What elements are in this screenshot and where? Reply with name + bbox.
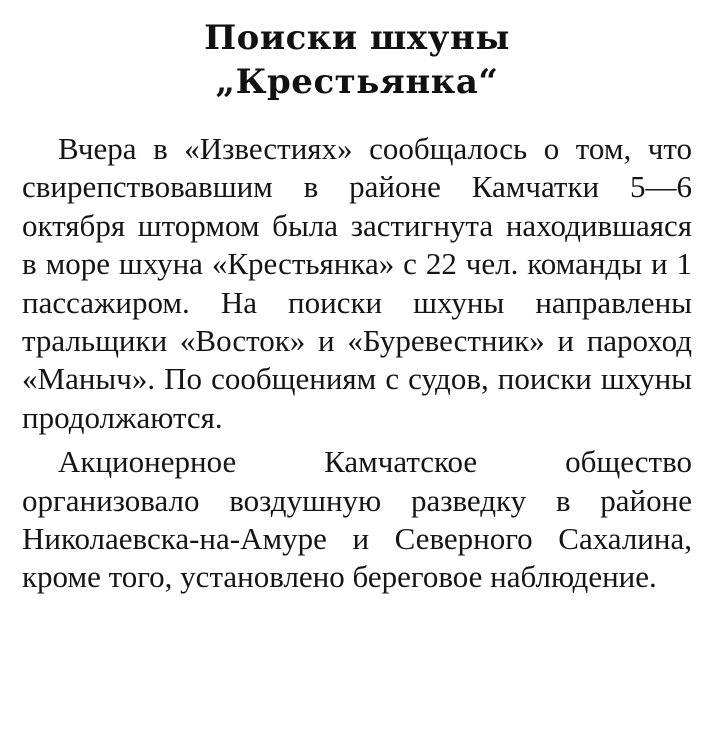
headline-line-1: Поиски шхуны	[204, 18, 510, 58]
paragraph-2: Акционерное Камчатское общество организовало воздушную разведку в районе Николаевска-на-Амуре и Северного Сахалина, кроме того, установлено береговое наблюдение.	[22, 444, 692, 595]
headline-line-2: „Крестьянка“	[215, 62, 499, 102]
headline	[22, 10, 692, 104]
article-body	[22, 130, 692, 597]
paragraph-1: Вчера в «Известиях» сообщалось о том, что свирепствовавшим в районе Камчатки 5—6 октября штормом была застигнута находившаяся в море шхуна «Крестьянка» с 22 чел. команды и 1 пассажиром. На поиски шхуны направлены тральщики «Восток» и «Буревестник» и пароход «Маныч». По сообщениям с судов, поиски шхуны продолжаются.	[22, 131, 692, 435]
